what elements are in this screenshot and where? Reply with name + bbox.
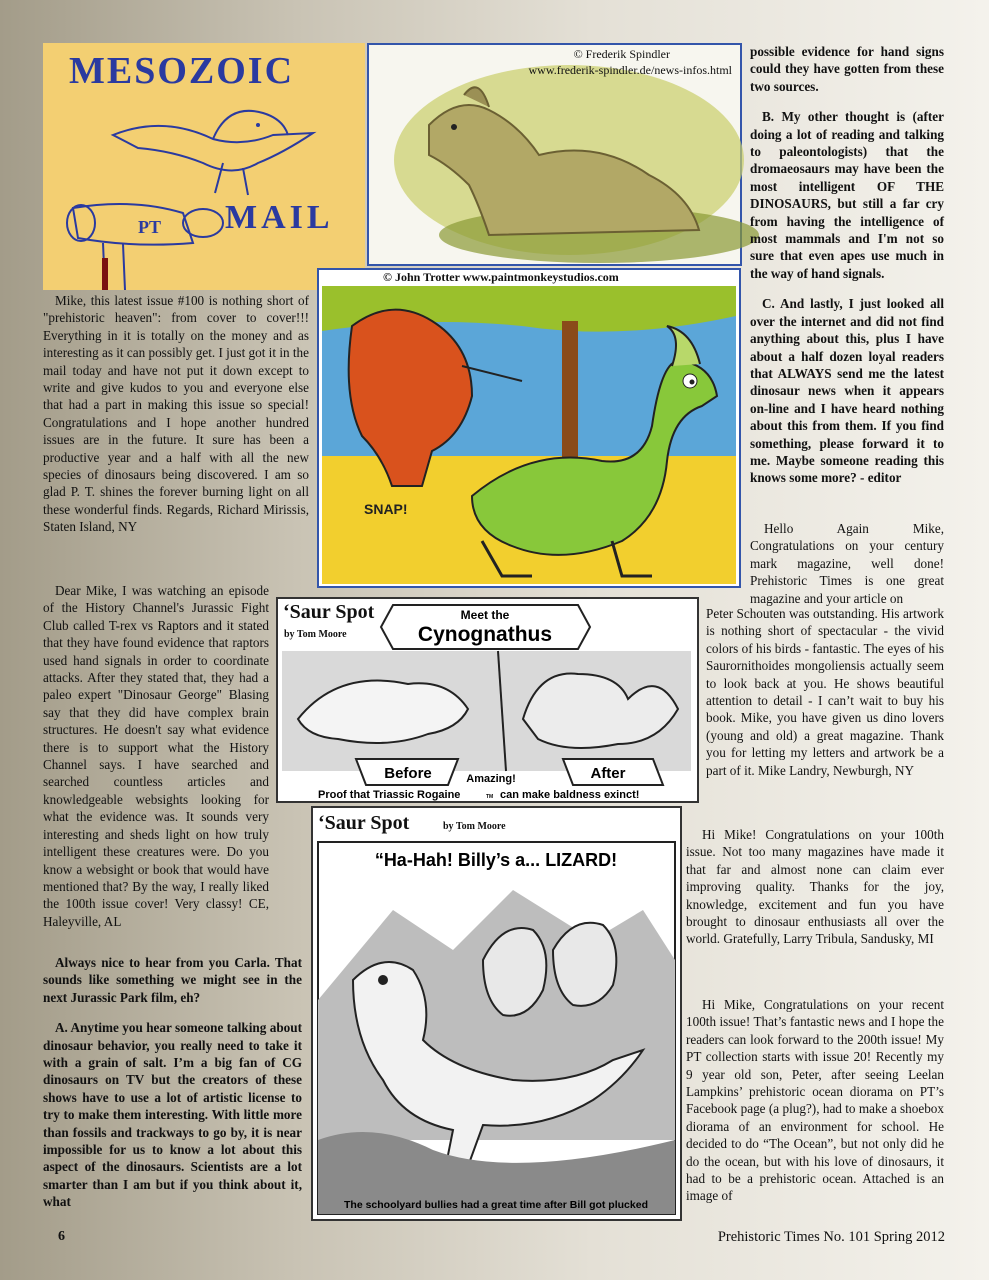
carla-letter-text: Dear Mike, I was watching an episode of the History Channel's Jurassic Fight Club called T-rex vs Raptors and it stated that they have found evidence that raptors used hand signals in order to coordinate attacks. After they stated that, they had a paleo expert "Dinosaur George" Blasing say that they did have complex brain structures. He doesn't say what evidence there is to support what the History Channel says. I have searched and searched countless articles and knowledgeable websights looking for what the evidence was. It sounds very interesting and sheds light on how truly intelligent these creatures were. Do you know a websight or book that would have mentioned that? By the way, I really liked the 100th issue cover! Very classy! CE, Haleyville, AL xyxy=(43,583,269,929)
editor-reply-b: B. My other thought is (after doing a lot of reading and talking to paleontologists) that the dromaeosaurs may have been the most intelligent OF THE DINOSAURS, but still a far cry from having the intelligence of most mammals and I'm not so sure that even apes use much in the way of hand signals. xyxy=(750,109,944,281)
editor-reply-left-column xyxy=(43,954,302,1224)
carla-letter-top xyxy=(43,582,269,929)
spindler-credit-line2: www.frederik-spindler.de/news-infos.html xyxy=(528,63,732,77)
cartoon-snap-image xyxy=(322,286,736,584)
before-label: Before xyxy=(384,765,432,782)
diorama-letter-text: Hi Mike, Congratulations on your recent 100th issue! That’s fantastic news and I hope the readers can look forward to the 200th issue! My PT collection starts with issue 20! Recently my 9 year old son, Peter, after seeing Leelan Lampkins’ prehistoric ocean diorama on PT’s Facebook page (a plug?), had to make a shoebox diorama of an environment for school. He decided to do “The Ocean”, but not only did he do the ocean, but with his love of dinosaurs, it had to be a prehistoric ocean. Attached is an image of xyxy=(686,997,944,1204)
billy-lizard-cartoon-art xyxy=(313,840,680,1219)
masthead-word-mail: MAIL xyxy=(225,199,334,236)
issue-footer: Prehistoric Times No. 101 Spring 2012 xyxy=(717,1229,945,1245)
saur-spot-cynognathus-comic xyxy=(276,597,699,803)
diorama-letter xyxy=(686,996,944,1218)
editor-reply-intro: Always nice to hear from you Carla. That sounds like something we might see in the next Jurassic Park film, eh? xyxy=(43,955,302,1005)
saur-spot-2-title: ‘Saur Spot xyxy=(318,812,410,834)
saur-spot-1-title: ‘Saur Spot xyxy=(283,601,375,623)
editor-reply-right-column xyxy=(750,43,944,500)
pterosaur-mailbox-illustration xyxy=(43,43,365,290)
tm-mark: TM xyxy=(486,794,494,800)
mirissis-letter-text: Mike, this latest issue #100 is nothing short of "prehistoric heaven": from cover to cover!!! Everything in it is totally on the money and as interesting as it can possibly get. I just got it in the mail today and have not put it down except to write and give kudos to you and everyone else that had a part in making this issue so special! Congratulations and I hope another hundred issues are in the future. It sure has been a productive year and a half with all the new species of dinosaurs being discovered. I am so glad P. T. shines the forever burning light on all these wonderful finds. Regards, Richard Mirissis, Staten Island, NY xyxy=(43,293,309,535)
cynognathus-banner-small: Meet the xyxy=(460,608,510,622)
landry-letter-text-a: Hello Again Mike, Congratulations on your century mark magazine, well done! Prehistoric Times is one great magazine and your article on xyxy=(750,521,944,606)
saur-spot-lizard-comic xyxy=(311,806,682,1221)
page-number: 6 xyxy=(58,1229,65,1244)
hadrosaur-painting-image xyxy=(369,45,740,264)
mailbox-pt-label: PT xyxy=(138,217,162,237)
trotter-credit: © John Trotter www.paintmonkeystudios.com xyxy=(383,270,619,284)
spindler-painting xyxy=(367,43,742,266)
tribula-letter xyxy=(686,826,944,961)
mesozoic-mail-masthead xyxy=(43,43,365,290)
proof-text: Proof that Triassic Rogaine xyxy=(318,789,461,801)
amazing-label: Amazing! xyxy=(466,773,516,785)
mirissis-letter xyxy=(43,292,309,549)
landry-letter-text-b: Peter Schouten was outstanding. His artwork is nothing short of spectacular - the vivid colors of his birds - fantastic. The eyes of his Saurornithoides mongoliensis actually seem to look back at you. He shows beautiful attention to detail - I can’t wait to buy his book. Mike, you have given us dino lovers (young and old) a great magazine. Thank you for letting my letters and artwork be a part of it. Mike Landry, Newburgh, NY xyxy=(706,606,944,778)
landry-letter-bottom xyxy=(706,605,944,792)
masthead-word-mesozoic: MESOZOIC xyxy=(69,50,295,92)
after-label: After xyxy=(590,765,626,782)
proof-text-end: can make baldness exinct! xyxy=(500,789,640,801)
billy-speech-text: “Ha-Hah! Billy’s a... LIZARD! xyxy=(374,850,618,870)
editor-reply-a-continued: possible evidence for hand signs could they have gotten from these two sources. xyxy=(750,44,944,94)
tribula-letter-text: Hi Mike! Congratulations on your 100th issue. Not too many magazines have made it that far and almost none can claim ever improving quality. Thanks for the joy, knowledge, excitement and fun you have brought to dinosaur enthusiasts all over the world. Gratefully, Larry Tribula, Sandusky, MI xyxy=(686,827,944,947)
billy-caption: The schoolyard bullies had a great time after Bill got plucked xyxy=(344,1199,648,1211)
trotter-cartoon xyxy=(317,268,741,588)
saur-spot-1-byline: by Tom Moore xyxy=(284,629,347,640)
cynognathus-banner-big: Cynognathus xyxy=(417,623,553,646)
editor-reply-c: C. And lastly, I just looked all over the internet and did not find anything about this, plus I have about a half dozen loyal readers that ALWAYS send me the latest dinosaur news when it appears on-line and I have heard nothing about this from them. If you find something, please forward it to me. Maybe someone reading this knows some more? - editor xyxy=(750,296,944,486)
cynognathus-cartoon-art xyxy=(278,599,697,801)
snap-sound-label: SNAP! xyxy=(364,501,408,517)
editor-reply-a: A. Anytime you hear someone talking about dinosaur behavior, you really need to take it with a grain of salt. I’m a big fan of CG dinosaurs on TV but the creators of these shows have to use a lot of artistic license to try to make them interesting. With little more than fossils and trackways to go by, it is near impossible for us to know a lot about this aspect of the dinosaurs. Scientists are a lot smarter than I am but if you think about it, what xyxy=(43,1020,302,1210)
spindler-credit-line1: © Frederik Spindler xyxy=(573,47,670,61)
saur-spot-2-byline: by Tom Moore xyxy=(443,821,506,832)
